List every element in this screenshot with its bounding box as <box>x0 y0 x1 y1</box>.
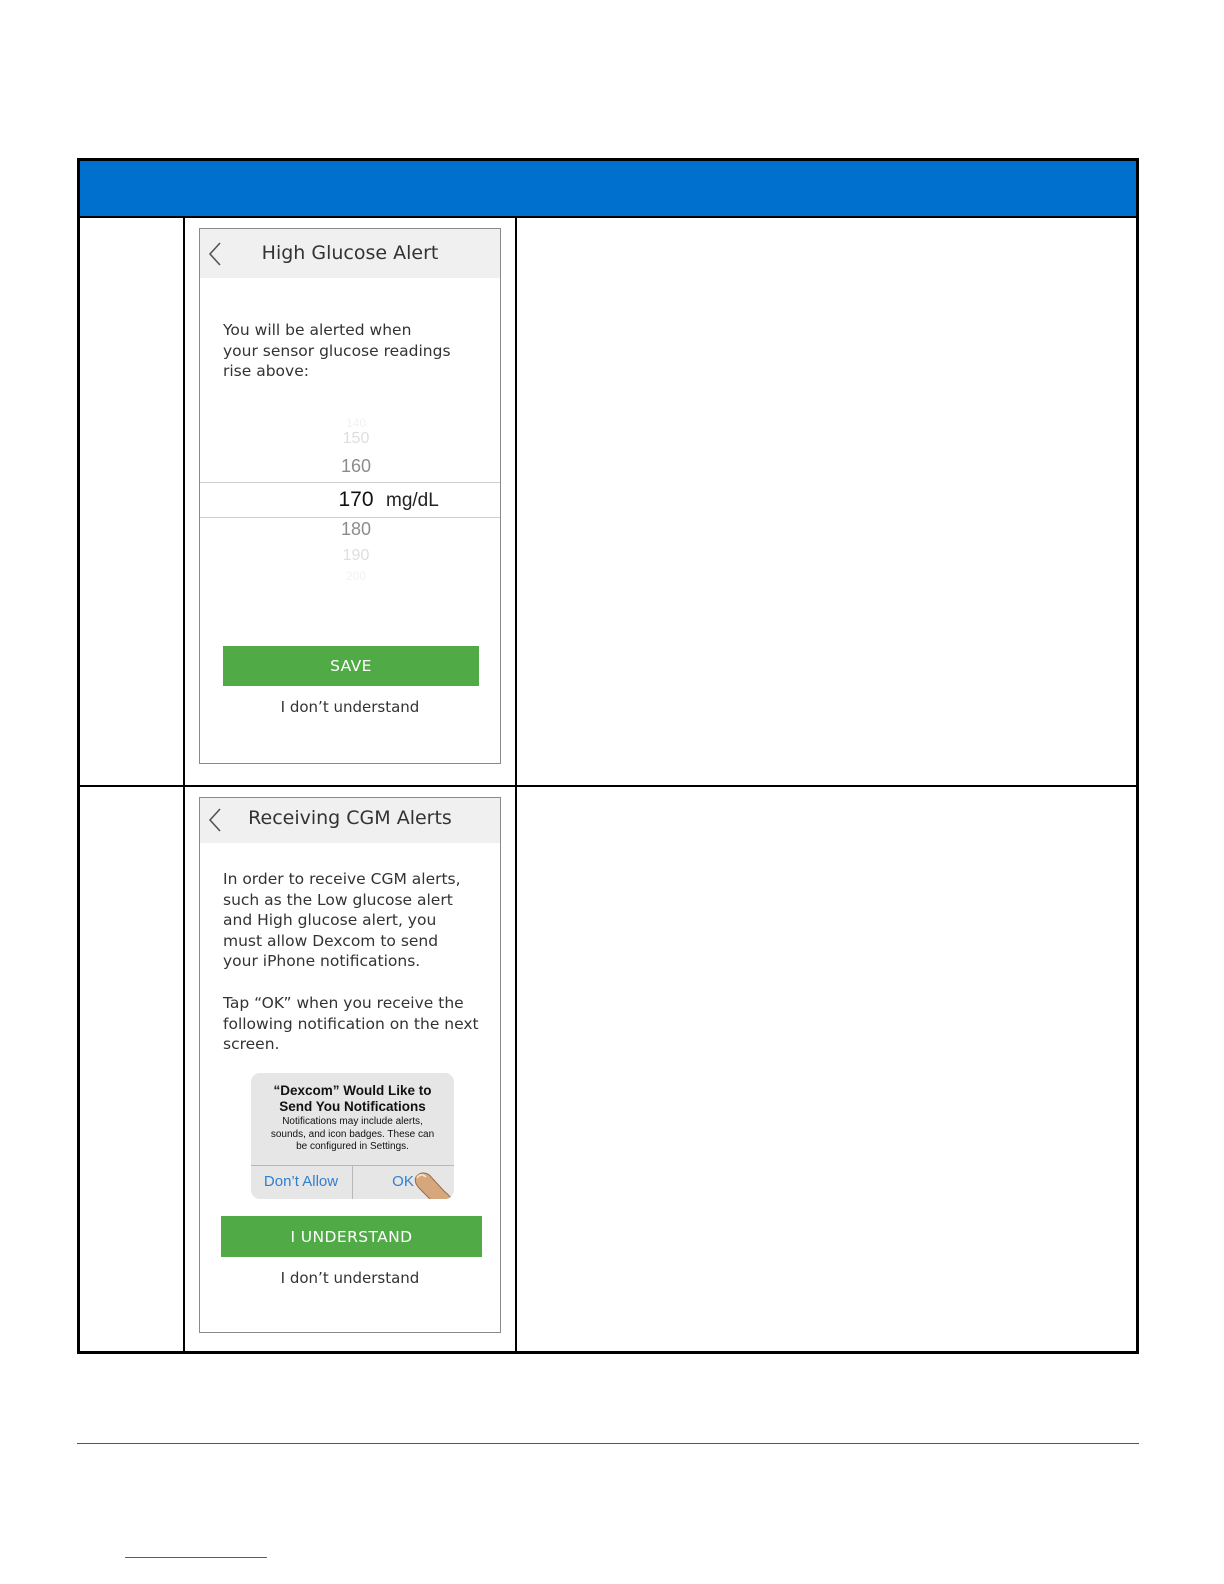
instruction-table <box>77 158 1139 1354</box>
picker-divider <box>200 482 500 483</box>
tap-ok-instruction: Tap “OK” when you receive the following notification on the next screen. <box>223 994 479 1053</box>
picker-option[interactable]: 200 <box>345 569 367 583</box>
save-button[interactable]: SAVE <box>223 646 479 686</box>
notification-permission-dialog <box>251 1073 454 1199</box>
dialog-message: Notifications may include alerts, sounds, and icon badges. These can be configured in Settings. <box>270 1116 435 1152</box>
picker-unit: mg/dL <box>386 490 439 511</box>
nav-bar <box>200 798 500 843</box>
table-row <box>80 787 1136 1351</box>
picker-selected-value[interactable]: 170 <box>338 488 374 511</box>
high-glucose-alert-screen <box>199 228 501 764</box>
picker-option[interactable]: 180 <box>340 519 372 539</box>
ok-button[interactable]: OK <box>392 1173 414 1190</box>
glucose-value-picker[interactable] <box>200 414 500 589</box>
dont-understand-link[interactable]: I don’t understand <box>280 698 420 716</box>
i-understand-button[interactable]: I UNDERSTAND <box>221 1216 482 1257</box>
alerts-explanation: In order to receive CGM alerts, such as the Low glucose alert and High glucose alert, you must allow Dexcom to send your iPhone notifications. <box>223 870 461 970</box>
screen-title: High Glucose Alert <box>261 242 439 264</box>
finger-tap-icon <box>414 1169 454 1199</box>
table-row <box>80 218 1136 787</box>
table-header <box>80 161 1136 218</box>
description-cell <box>517 218 1136 785</box>
picker-option[interactable]: 150 <box>342 430 370 447</box>
dont-allow-button[interactable]: Don’t Allow <box>263 1173 339 1190</box>
screen-title: Receiving CGM Alerts <box>248 807 452 829</box>
step-number-cell <box>80 787 185 1351</box>
picker-option[interactable]: 190 <box>342 547 370 564</box>
picker-option[interactable]: 140 <box>345 416 367 430</box>
footer-divider <box>77 1443 1139 1444</box>
dialog-title: “Dexcom” Would Like to Send You Notifications <box>273 1083 432 1114</box>
nav-bar <box>200 229 500 278</box>
step-number-cell <box>80 218 185 785</box>
receiving-cgm-alerts-screen <box>199 797 501 1333</box>
screenshot-cell <box>185 787 517 1351</box>
screenshot-cell <box>185 218 517 785</box>
alert-description: You will be alerted when your sensor glucose readings rise above: <box>223 321 451 380</box>
picker-option[interactable]: 160 <box>340 456 372 476</box>
picker-divider <box>200 517 500 518</box>
description-cell <box>517 787 1136 1351</box>
dont-understand-link[interactable]: I don’t understand <box>280 1269 420 1287</box>
footer-link-underline <box>125 1557 267 1558</box>
